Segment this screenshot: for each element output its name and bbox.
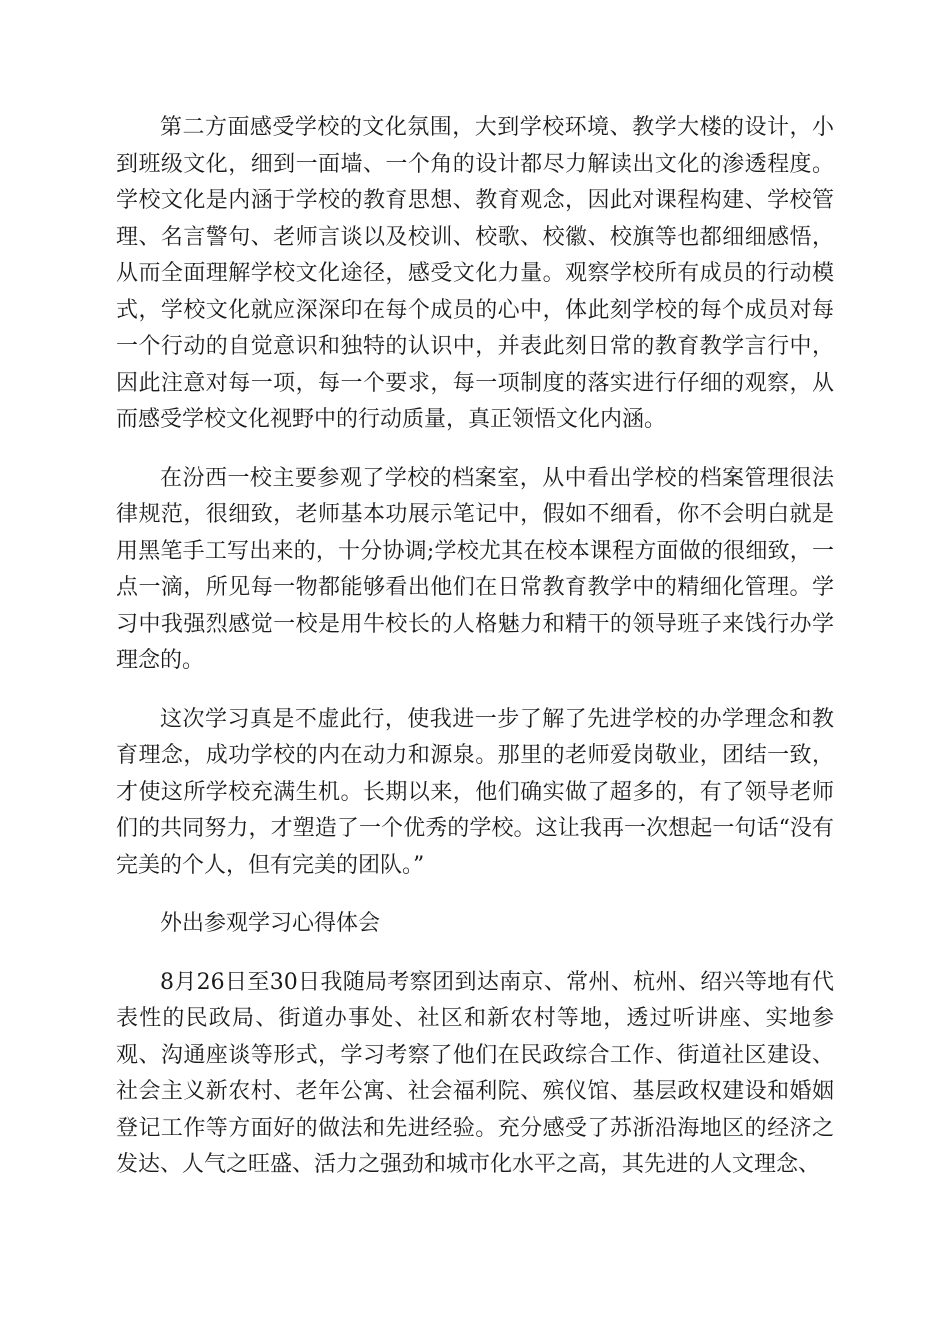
- paragraph-study-reflection: 这次学习真是不虚此行，使我进一步了解了先进学校的办学理念和教育理念，成功学校的内在动力和源泉。那里的老师爱岗敬业，团结一致，才使这所学校充满生机。长期以来，他们确实做了超多的，有了领导老师们的共同努力，才塑造了一个优秀的学校。这让我再一次想起一句话“没有完美的个人，但有完美的团队。”: [116, 706, 834, 878]
- document-body: [116, 110, 834, 1206]
- section-heading: 外出参观学习心得体会: [160, 911, 381, 936]
- paragraph-fenxi-school-visit: 在汾西一校主要参观了学校的档案室，从中看出学校的档案管理很法律规范，很细致，老师基本功展示笔记中，假如不细看，你不会明白就是用黑笔手工写出来的，十分协调;学校尤其在校本课程方面做的很细致，一点一滴，所见每一物都能够看出他们在日常教育教学中的精细化管理。学习中我强烈感觉一校是用牛校长的人格魅力和精干的领导班子来饯行办学理念的。: [116, 465, 834, 673]
- paragraph-school-culture: 第二方面感受学校的文化氛围，大到学校环境、教学大楼的设计，小到班级文化，细到一面墙、一个角的设计都尽力解读出文化的渗透程度。学校文化是内涵于学校的教育思想、教育观念，因此对课程构建、学校管理、名言警句、老师言谈以及校训、校歌、校徽、校旗等也都细细感悟，从而全面理解学校文化途径，感受文化力量。观察学校所有成员的行动模式，学校文化就应深深印在每个成员的心中，体此刻学校的每个成员对每一个行动的自觉意识和独特的认识中，并表此刻日常的教育教学言行中，因此注意对每一项，每一个要求，每一项制度的落实进行仔细的观察，从而感受学校文化视野中的行动质量，真正领悟文化内涵。: [116, 115, 834, 432]
- paragraph-study-trip: 8月26日至30日我随局考察团到达南京、常州、杭州、绍兴等地有代表性的民政局、街道办事处、社区和新农村等地，透过听讲座、实地参观、沟通座谈等形式，学习考察了他们在民政综合工作、街道社区建设、社会主义新农村、老年公寓、社会福利院、殡仪馆、基层政权建设和婚姻登记工作等方面好的做法和先进经验。充分感受了苏浙沿海地区的经济之发达、人气之旺盛、活力之强劲和城市化水平之高，其先进的人文理念、: [116, 969, 834, 1177]
